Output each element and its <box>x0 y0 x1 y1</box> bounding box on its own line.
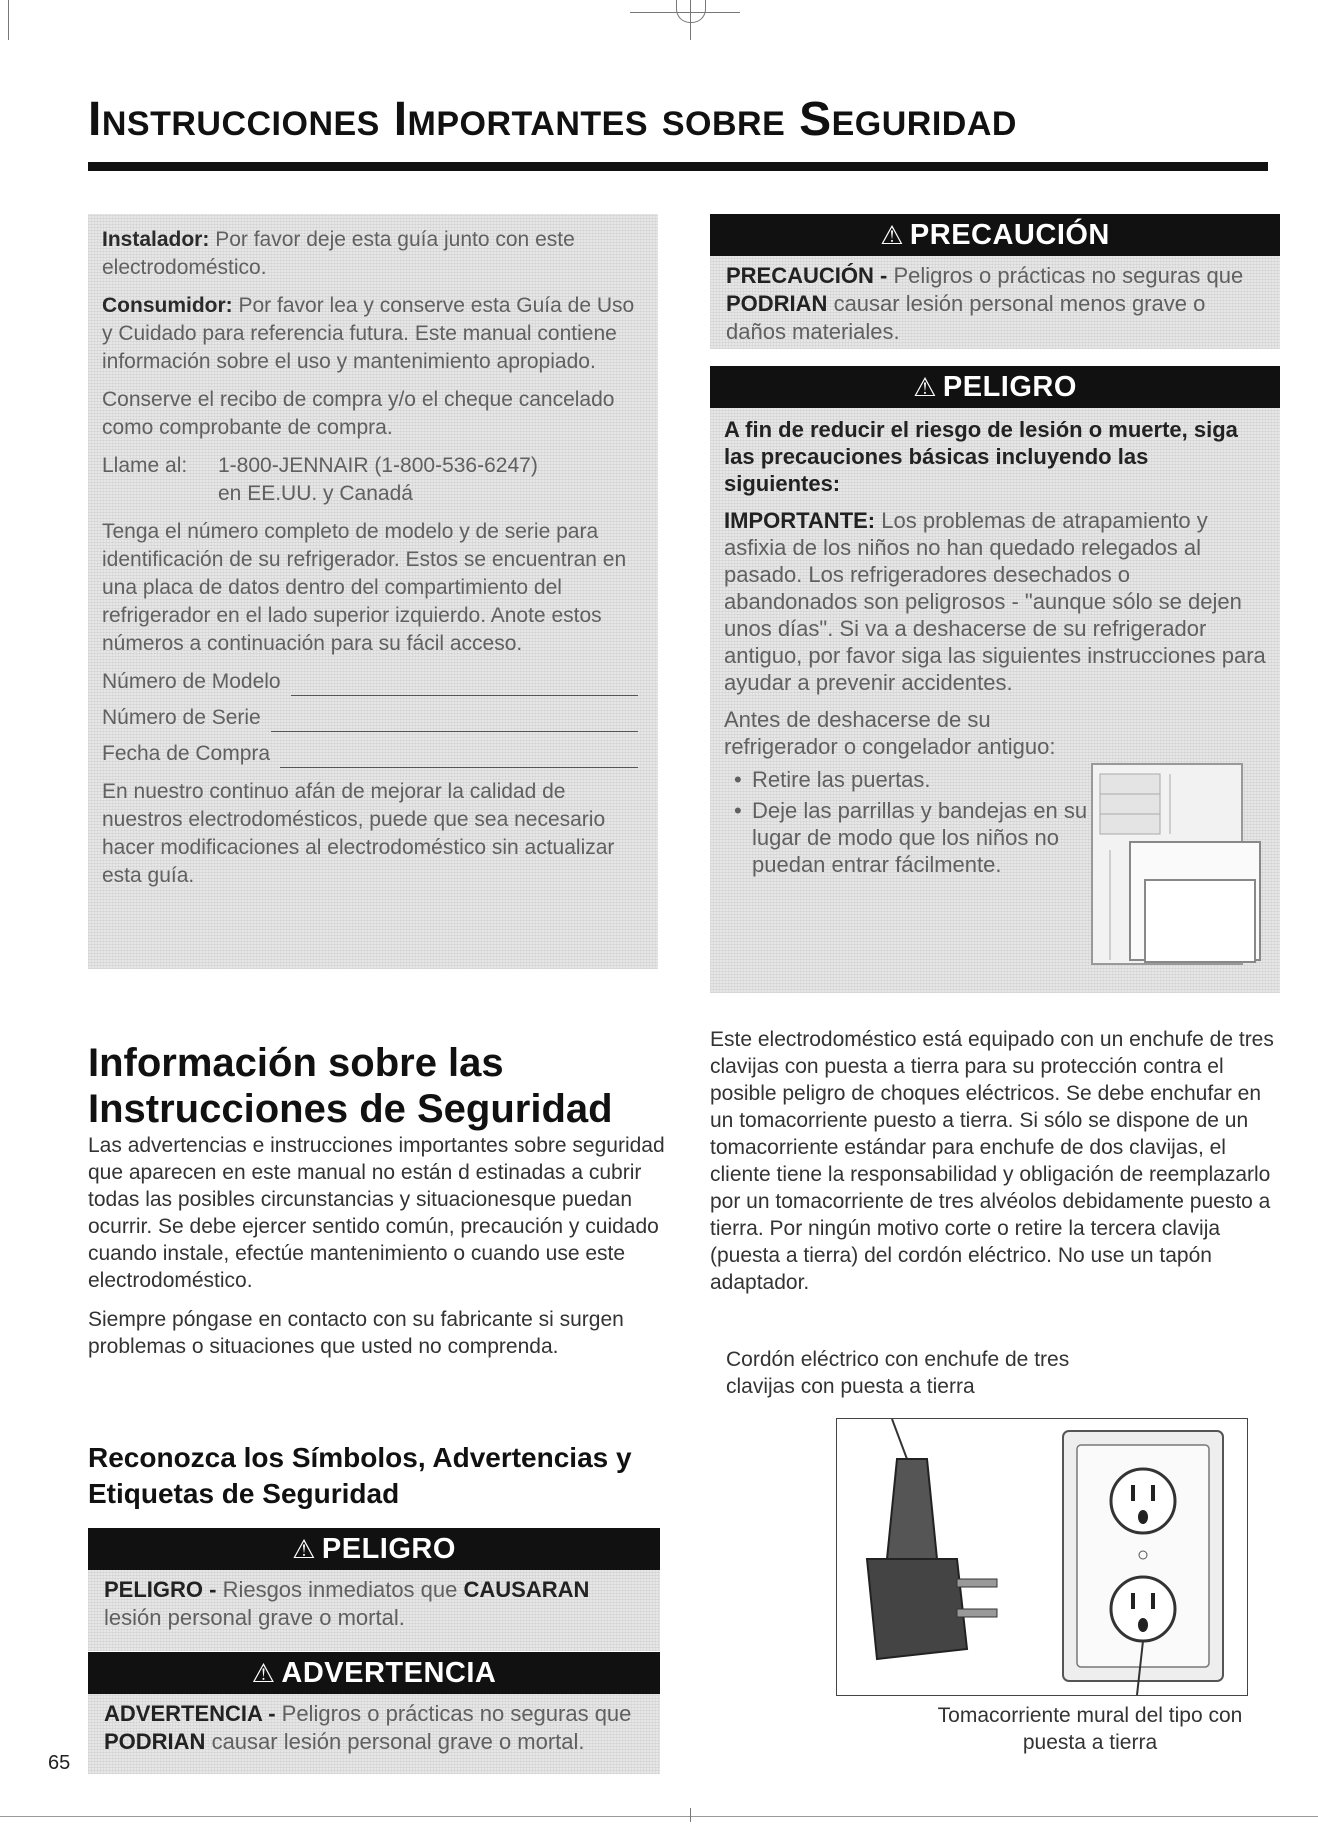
disposal-list <box>724 766 1094 878</box>
danger-symbol-banner: ⚠ PELIGRO <box>88 1528 660 1570</box>
page-number: 65 <box>48 1752 71 1774</box>
outlet-caption: Tomacorriente mural del tipo con puesta a tierra <box>937 1704 1243 1754</box>
danger-lead: A fin de reducir el riesgo de lesión o muerte, siga las precauciones básicas incluyendo las siguientes: <box>724 417 1238 496</box>
warning-triangle-icon: ⚠ <box>292 1534 316 1564</box>
list-item: • Deje las parrillas y bandejas en su lugar de modo que los niños no puedan entrar fácilmente. <box>742 797 1094 878</box>
info-section-body: Las advertencias e instrucciones importantes sobre seguridad que aparecen en este manual no están d estinadas a cubrir todas las posibles circunstancias y situacionesque puedan ocurrir. Se debe ejercer sentido común, precaución y cuidado cuando instale, efectúe mantenimiento o cuando use este electrodoméstico. Siempre póngase en contacto con su fabricante si surgen problemas o situaciones que usted no comprenda. <box>88 1134 665 1358</box>
title-rule <box>88 162 1268 171</box>
warning-triangle-icon: ⚠ <box>913 372 937 402</box>
model-number-field: Número de Modelo <box>102 668 644 696</box>
registration-mark <box>676 0 706 23</box>
crop-mark-left <box>8 0 9 40</box>
grounded-plug-illustration <box>836 1418 1248 1696</box>
phone-number: 1-800-JENNAIR (1-800-536-6247) <box>218 454 538 477</box>
warning-symbol-text: ADVERTENCIA - Peligros o prácticas no seguras que PODRIAN causar lesión personal grave o mortal. <box>104 1701 632 1754</box>
consumer-note: Consumidor: Por favor lea y conserve esta Guía de Uso y Cuidado para referencia futura. Este manual contiene información sobre el uso y mantenimiento apropiado. <box>102 294 635 373</box>
plug-outlet-icon <box>837 1419 1247 1695</box>
improvement-note: En nuestro continuo afán de mejorar la calidad de nuestros electrodomésticos, puede que sea necesario hacer modificaciones al electrodoméstico sin actualizar esta guía. <box>102 780 615 887</box>
danger-text <box>710 408 1280 978</box>
installer-label: Instalador: <box>102 228 210 251</box>
phone-region: en EE.UU. y Canadá <box>218 482 413 505</box>
disposal-instructions: Antes de deshacerse de su refrigerador o congelador antiguo: • Retire las puertas. • Deje las parrillas y bandejas en su lugar de modo que los niños no puedan entrar fácilmente. <box>724 706 1094 878</box>
danger-symbol-text: PELIGRO - Riesgos inmediatos que CAUSARAN lesión personal grave o mortal. <box>104 1577 590 1630</box>
plug-caption: Cordón eléctrico con enchufe de tres clavijas con puesta a tierra <box>726 1348 1070 1398</box>
caution-banner: ⚠ PRECAUCIÓN <box>710 214 1280 256</box>
warning-symbol-banner: ⚠ ADVERTENCIA <box>88 1652 660 1694</box>
warning-triangle-icon: ⚠ <box>251 1658 276 1688</box>
installer-info-box <box>88 214 658 969</box>
warning-triangle-icon: ⚠ <box>880 220 904 250</box>
installer-note: Instalador: Por favor deje esta guía junto con este electrodoméstico. <box>102 228 575 279</box>
symbols-section-title: Reconozca los Símbolos, Advertencias y Etiquetas de Seguridad <box>88 1442 632 1509</box>
page-title: Instrucciones Importantes sobre Seguridad <box>88 93 1017 146</box>
bottom-rule <box>0 1816 1318 1817</box>
refrigerator-illustration <box>1090 760 1262 970</box>
crop-mark-bottom <box>690 1808 691 1822</box>
electrical-paragraph: Este electrodoméstico está equipado con un enchufe de tres clavijas con puesta a tierra para su protección contra el posible peligro de choques eléctricos. Se debe enchufar en un tomacorriente puesto a tierra. Si sólo se dispone de un tomacorriente estándar para enchufe de dos clavijas, el cliente tiene la responsabilidad y obligación de reemplazarlo por un tomacorriente de tres alvéolos debidamente puesto a tierra. Por ningún motivo corte o retire la tercera clavija (puesta a tierra) del cordón eléctrico. No use un tapón adaptador. <box>710 1028 1274 1294</box>
receipt-note: Conserve el recibo de compra y/o el cheque cancelado como comprobante de compra. <box>102 388 615 439</box>
danger-banner: ⚠ PELIGRO <box>710 366 1280 408</box>
info-section-title: Información sobre las Instrucciones de Seguridad <box>88 1041 613 1131</box>
caution-box <box>710 214 1280 349</box>
important-note: IMPORTANTE: Los problemas de atrapamiento y asfixia de los niños no han quedado relegados al pasado. Los refrigeradores desechados o abandonados son peligrosos - "aunque sólo se dejen unos días". Si va a deshacerse de su refrigerador antiguo, por favor siga las siguientes instrucciones para ayudar a prevenir accidentes. <box>724 508 1266 695</box>
serial-number-field: Número de Serie <box>102 704 644 732</box>
warning-symbol-box <box>88 1652 660 1774</box>
list-item: • Retire las puertas. <box>742 766 1094 793</box>
danger-symbol-box <box>88 1528 660 1651</box>
phone-line <box>102 452 644 508</box>
consumer-label: Consumidor: <box>102 294 233 317</box>
purchase-date-field: Fecha de Compra <box>102 740 644 768</box>
danger-box <box>710 366 1280 993</box>
call-label: Llame al: <box>102 454 188 477</box>
caution-text: PRECAUCIÓN - Peligros o prácticas no seguras que PODRIAN causar lesión personal menos grave o daños materiales. <box>726 263 1244 344</box>
model-info-note: Tenga el número completo de modelo y de serie para identificación de su refrigerador. Estos se encuentran en una placa de datos dentro del compartimiento del refrigerador en el lado superior izquierdo. Anote estos números a continuación para su fácil acceso. <box>102 520 627 655</box>
